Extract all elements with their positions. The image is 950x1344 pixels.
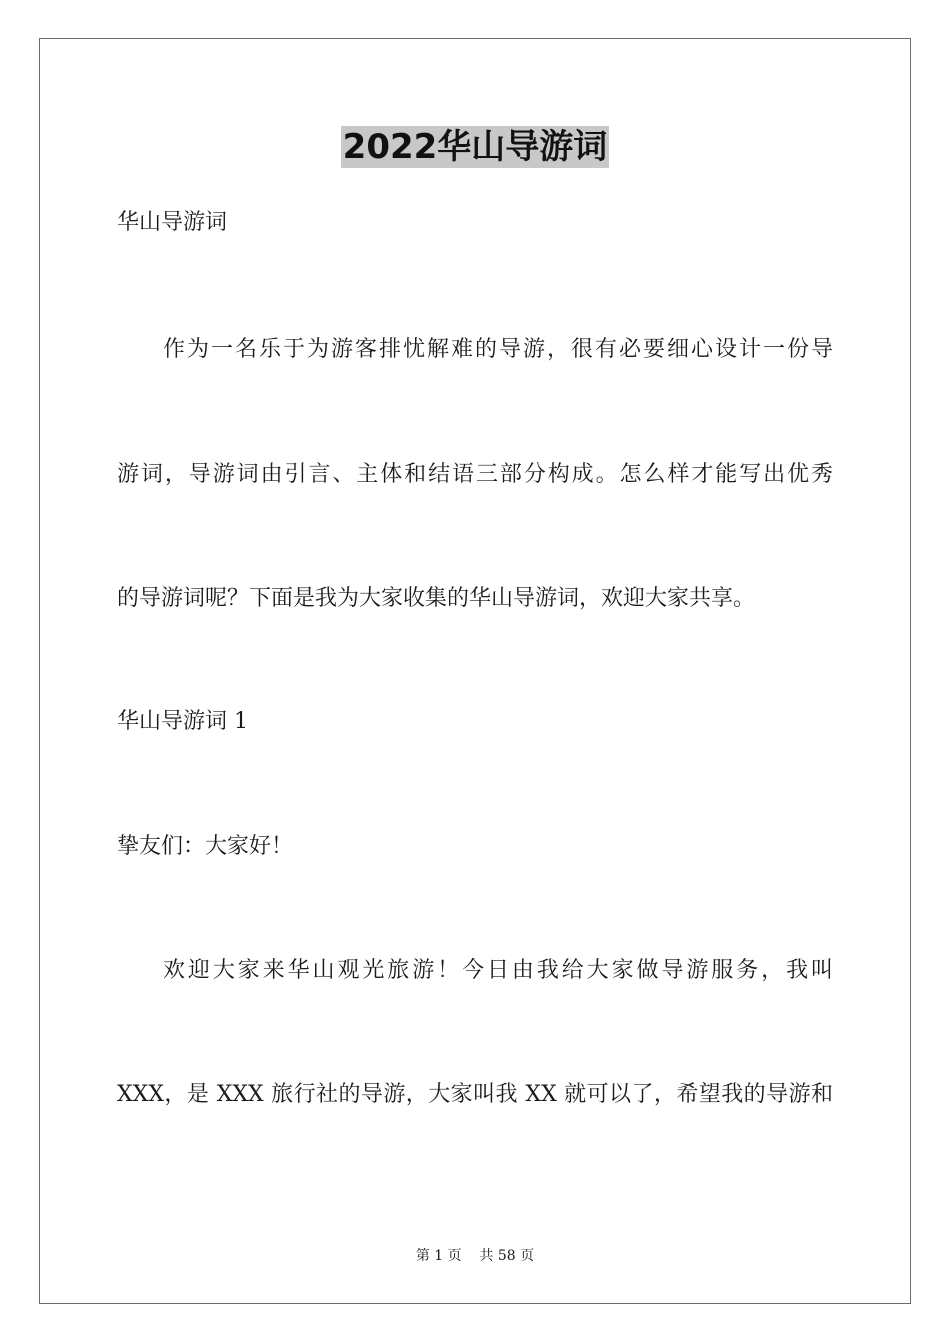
title-container <box>0 126 950 168</box>
page-number-footer: 第 1 页 共 58 页 <box>415 1248 535 1264</box>
paragraph-line: 游词，导游词由引言、主体和结语三部分构成。怎么样才能写出优秀 <box>117 462 833 487</box>
paragraph-line: XXX，是 XXX 旅行社的导游，大家叫我 XX 就可以了，希望我的导游和 <box>117 1082 833 1107</box>
document-title: 2022华山导游词 <box>342 127 608 167</box>
paragraph-line: 欢迎大家来华山观光旅游！今日由我给大家做导游服务，我叫 <box>163 958 833 983</box>
subtitle-line: 华山导游词 <box>117 210 228 235</box>
paragraph-line: 作为一名乐于为游客排忧解难的导游，很有必要细心设计一份导 <box>163 337 833 362</box>
section-heading: 华山导游词 1 <box>117 709 248 734</box>
paragraph-line: 的导游词呢？下面是我为大家收集的华山导游词，欢迎大家共享。 <box>117 586 756 611</box>
greeting-line: 挚友们：大家好！ <box>117 834 294 859</box>
